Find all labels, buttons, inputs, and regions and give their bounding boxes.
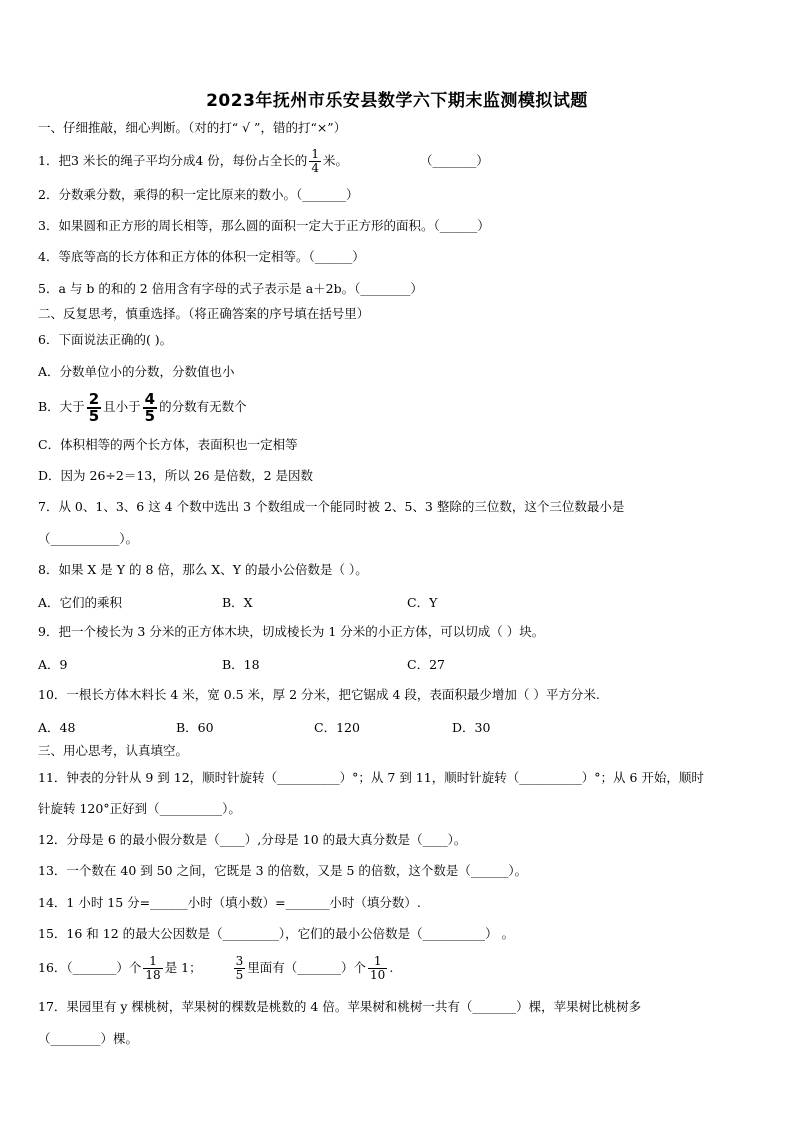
question-7-line-1: 7．从 0、1、3、6 这 4 个数中选出 3 个数组成一个能同时被 2、5、3 整除的三位数，这个三位数最小是 — [38, 499, 625, 514]
question-6-stem: 6．下面说法正确的( )。 — [38, 332, 173, 347]
question-9-stem: 9．把一个棱长为 3 分米的正方体木块，切成棱长为 1 分米的小正方体，可以切成（ ）块。 — [38, 624, 545, 639]
section-1-heading: 一、仔细推敲，细心判断。（对的打“ √ ”，错的打“×”） — [38, 120, 347, 135]
question-10-option-d: D．30 — [452, 720, 491, 735]
question-10-option-b: B．60 — [176, 720, 214, 735]
question-7-line-2: （___________）。 — [38, 531, 139, 546]
question-2: 2．分数乘分数，乘得的积一定比原来的数小。（_______） — [38, 187, 359, 202]
q1-unit: 米。 — [322, 153, 348, 168]
question-11-line-2: 针旋转 120°正好到（__________）。 — [38, 801, 241, 816]
q1-fraction: $\frac{1}{4}$ — [311, 147, 319, 175]
question-1 — [38, 146, 489, 176]
question-10-option-c: C．120 — [314, 720, 360, 735]
page-title: 2023年抚州市乐安县数学六下期末监测模拟试题 — [206, 91, 588, 111]
question-16: 16．（_______）个 $\frac{1}{18}$ 是 1； $\frac{3}{5}$ 里面有（_______）个 $\frac{1}{10}$ . — [38, 954, 394, 982]
question-9-option-c: C．27 — [407, 657, 445, 672]
q1-text: 1．把3 米长的绳子平均分成4 份，每份占全长的 — [38, 153, 308, 168]
question-10-option-a: A．48 — [38, 720, 76, 735]
q6-fraction-1: $\frac{2}{5}$ — [88, 389, 100, 425]
question-8-stem: 8．如果 X 是 Y 的 8 倍，那么 X、Y 的最小公倍数是（ ）。 — [38, 562, 368, 577]
question-6-option-d: D．因为 26÷2＝13，所以 26 是倍数，2 是因数 — [38, 468, 314, 483]
question-17-line-1: 17．果园里有 y 棵桃树，苹果树的棵数是桃数的 4 倍。苹果树和桃树一共有（_______）棵，苹果树比桃树多 — [38, 999, 642, 1014]
q16-fraction-3: $\frac{1}{10}$ — [370, 954, 386, 982]
question-4: 4．等底等高的长方体和正方体的体积一定相等。（______） — [38, 249, 365, 264]
question-8-option-a: A．它们的乘积 — [38, 595, 123, 610]
q6-fraction-2: $\frac{4}{5}$ — [144, 389, 156, 425]
question-15: 15．16 和 12 的最大公因数是（_________），它们的最小公倍数是（__________） 。 — [38, 926, 515, 941]
question-6-option-b: B．大于 $\frac{2}{5}$ 且小于 $\frac{4}{5}$ 的分数有无数个 — [38, 389, 247, 425]
question-8-option-b: B．X — [222, 595, 253, 610]
question-17-line-2: （________）棵。 — [38, 1031, 139, 1046]
question-8-option-c: C．Y — [407, 595, 438, 610]
section-3-heading: 三、用心思考，认真填空。 — [38, 743, 189, 758]
question-9-option-b: B．18 — [222, 657, 260, 672]
question-11-line-1: 11．钟表的分针从 9 到 12，顺时针旋转（__________）°；从 7 到 11，顺时针旋转（__________）°；从 6 开始，顺时 — [38, 770, 704, 785]
q1-answer-blank[interactable]: （_______） — [419, 153, 489, 168]
section-2-heading: 二、反复思考，慎重选择。（将正确答案的序号填在括号里） — [38, 306, 370, 321]
q16-fraction-1: $\frac{1}{18}$ — [145, 954, 161, 982]
question-12: 12．分母是 6 的最小假分数是（____）,分母是 10 的最大真分数是（____）。 — [38, 832, 467, 847]
q16-fraction-2: $\frac{3}{5}$ — [235, 954, 244, 982]
question-6-option-c: C．体积相等的两个长方体，表面积也一定相等 — [38, 437, 298, 452]
question-10-stem: 10．一根长方体木料长 4 米，宽 0.5 米，厚 2 分米，把它锯成 4 段，表面积最少增加（ ）平方分米. — [38, 687, 600, 702]
question-3: 3．如果圆和正方形的周长相等，那么圆的面积一定大于正方形的面积。（______） — [38, 218, 490, 233]
question-13: 13．一个数在 40 到 50 之间，它既是 3 的倍数，又是 5 的倍数，这个数是（______）。 — [38, 863, 528, 878]
question-5: 5．a 与 b 的和的 2 倍用含有字母的式子表示是 a＋2b。（________） — [38, 281, 423, 296]
question-14: 14．1 小时 15 分=______小时（填小数）=_______小时（填分数）. — [38, 895, 421, 910]
question-6-option-a: A．分数单位小的分数，分数值也小 — [38, 364, 235, 379]
question-9-option-a: A．9 — [38, 657, 68, 672]
